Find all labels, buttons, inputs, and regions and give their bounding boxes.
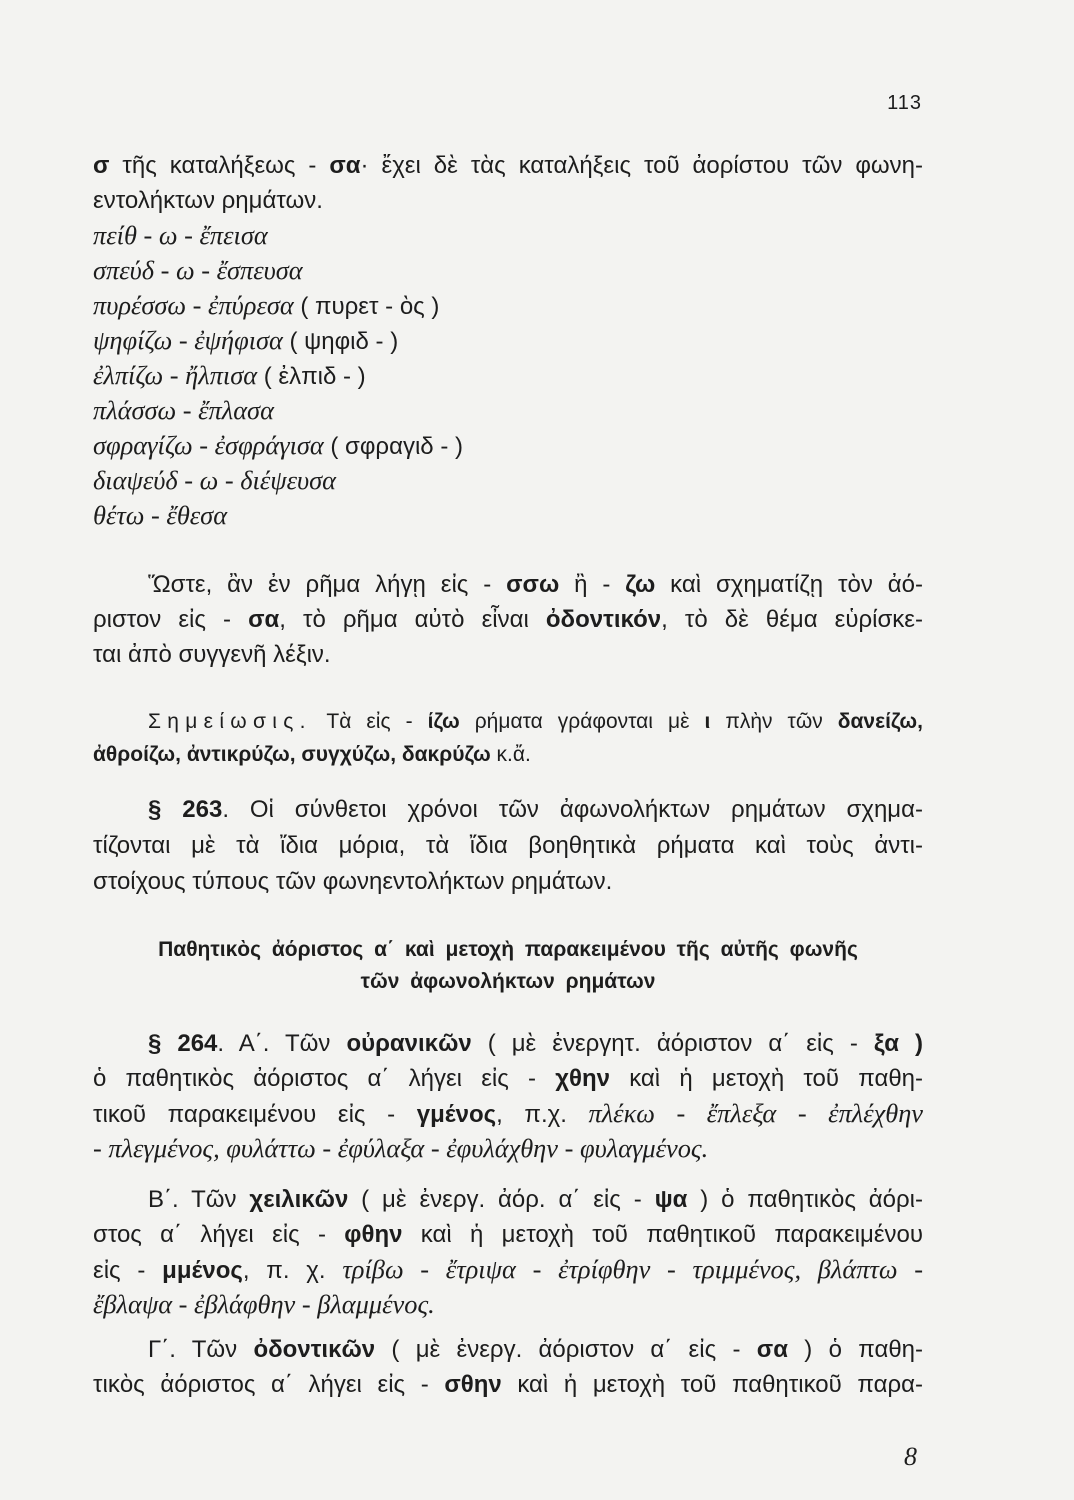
- text-line: [93, 498, 923, 533]
- text-run: Ὥστε, ἂν ἐν ρῆμα λήγῃ εἰς -: [148, 571, 507, 598]
- bold-term: χειλικῶν: [249, 1186, 349, 1213]
- text-run: κ.ἄ.: [490, 743, 531, 766]
- bold-term: § 264: [148, 1030, 218, 1057]
- bold-term: ὀδοντικῶν: [253, 1336, 376, 1363]
- text-run: Γ΄. Τῶν: [148, 1336, 254, 1363]
- text-line: [93, 148, 923, 183]
- text-line: [93, 463, 923, 498]
- section-264-c-paragraph: [93, 1332, 923, 1402]
- text-line: [93, 1131, 923, 1166]
- text-run: , π. χ.: [242, 1257, 343, 1284]
- text-line: [93, 1061, 923, 1096]
- text-run: ὁ παθητικὸς ἀόριστος α΄ λήγει εἰς -: [93, 1065, 556, 1092]
- section-heading: [93, 934, 923, 998]
- text-run: ) ὁ παθη-: [787, 1336, 923, 1363]
- italic-example: θέτω - ἔθεσα: [93, 500, 228, 530]
- spaced-label: Σημείωσις.: [148, 710, 312, 733]
- text-run: πλὴν τῶν: [710, 710, 838, 733]
- bold-term: τῶν ἀφωνολήκτων ρημάτων: [360, 970, 656, 993]
- text-run: τίζονται μὲ τὰ ἴδια μόρια, τὰ ἴδια βοηθητικὰ ρήματα καὶ τοὺς ἀντι-: [93, 832, 923, 859]
- text-run: ( μὲ ἐνεργητ. ἀόριστον α΄ εἰς -: [471, 1030, 874, 1057]
- text-run: ρήματα γράφονται μὲ: [459, 710, 705, 733]
- text-run: τικοῦ παρακειμένου εἰς -: [93, 1101, 417, 1128]
- italic-example: πείθ - ω - ἔπεισα: [93, 220, 268, 250]
- bold-term: σα: [248, 606, 280, 633]
- text-run: , τὸ δὲ θέμα εὑρίσκε-: [661, 606, 923, 633]
- bold-term: ζω: [625, 571, 656, 598]
- text-line: [93, 428, 923, 463]
- bold-term: σα: [756, 1336, 788, 1363]
- text-line: [93, 864, 923, 900]
- text-line: [93, 1026, 923, 1061]
- text-run: εντολήκτων ρημάτων.: [93, 187, 323, 214]
- text-run: ριστον εἰς -: [93, 606, 249, 633]
- text-line: [93, 705, 923, 738]
- page-number: 113: [887, 92, 922, 114]
- text-line: [93, 1096, 923, 1131]
- italic-example: διαψεύδ - ω - διέψευσα: [93, 465, 336, 495]
- bold-term: ψα: [654, 1186, 688, 1213]
- section-264-a-paragraph: [93, 1026, 923, 1166]
- text-line: [93, 934, 923, 966]
- text-line: [93, 828, 923, 864]
- text-line: [93, 393, 923, 428]
- bold-term: ξα ): [873, 1030, 923, 1057]
- text-line: [93, 253, 923, 288]
- text-run: καὶ ἡ μετοχὴ τοῦ παθητικοῦ παρακειμένου: [402, 1221, 923, 1248]
- text-line: [93, 323, 923, 358]
- text-run: ἢ -: [559, 571, 626, 598]
- italic-example: - πλεγμένος, φυλάττω - ἐφύλαξα - ἐφυλάχθην - φυλαγμένος.: [93, 1133, 709, 1163]
- note-paragraph: [93, 705, 923, 771]
- section-264-b-paragraph: [93, 1182, 923, 1322]
- text-run: . Οἱ σύνθετοι χρόνοι τῶν ἀφωνολήκτων ρημάτων σχημα-: [222, 796, 923, 823]
- text-run: καὶ ἡ μετοχὴ τοῦ παθητικοῦ παρα-: [501, 1371, 923, 1398]
- text-run: ( πυρετ - ὸς ): [300, 293, 440, 320]
- text-run: στοίχους τύπους τῶν φωνηεντολήκτων ρημάτων.: [93, 868, 613, 895]
- text-line: [93, 1252, 923, 1287]
- text-run: τικὸς ἀόριστος α΄ λήγει εἰς -: [93, 1371, 445, 1398]
- text-run: . Α΄. Τῶν: [217, 1030, 347, 1057]
- text-line: [93, 358, 923, 393]
- text-run: ται ἀπὸ συγγενῆ λέξιν.: [93, 641, 331, 668]
- text-line: [93, 602, 923, 637]
- text-run: καὶ σχηματίζῃ τὸν ἀό-: [655, 571, 923, 598]
- italic-example: πλάσσω - ἔπλασα: [93, 395, 274, 425]
- text-line: [93, 738, 923, 771]
- bold-term: γμένος: [416, 1101, 497, 1128]
- intro-paragraph-end: [93, 148, 923, 218]
- text-line: [93, 1367, 923, 1402]
- bold-term: ὀδοντικόν: [545, 606, 662, 633]
- text-run: ( ψηφιδ - ): [289, 328, 399, 355]
- text-run: στος α΄ λήγει εἰς -: [93, 1221, 345, 1248]
- italic-example: ἐλπίζω - ἤλπισα: [93, 360, 264, 390]
- text-run: , τὸ ρῆμα αὐτὸ εἶναι: [279, 606, 546, 633]
- bold-term: ι: [704, 710, 711, 733]
- text-run: · ἔχει δὲ τὰς καταλήξεις τοῦ ἀορίστου τῶν φωνη-: [360, 152, 923, 179]
- text-line: [93, 1217, 923, 1252]
- text-run: Τὰ εἰς -: [311, 710, 428, 733]
- bold-term: ἀθροίζω, ἀντικρύζω, συγχύζω, δακρύζω: [93, 743, 491, 766]
- italic-example: πλέκω - ἔπλεξα - ἐπλέχθην: [588, 1098, 923, 1128]
- conclusion-paragraph: [93, 567, 923, 672]
- bold-term: δανείζω,: [837, 710, 923, 733]
- text-run: ( ἐλπιδ - ): [263, 363, 366, 390]
- bold-term: § 263: [148, 796, 223, 823]
- text-run: , π.χ.: [496, 1101, 589, 1128]
- bold-term: Παθητικὸς ἀόριστος α΄ καὶ μετοχὴ παρακειμένου τῆς αὐτῆς φωνῆς: [158, 938, 858, 961]
- bold-term: σθην: [444, 1371, 502, 1398]
- text-line: [93, 1182, 923, 1217]
- italic-example: τρίβω - ἔτριψα - ἐτρίφθην - τριμμένος, βλάπτω -: [342, 1254, 923, 1284]
- bold-term: μμένος: [162, 1257, 243, 1284]
- bold-term: σ: [93, 152, 110, 179]
- bold-term: σσω: [506, 571, 560, 598]
- bold-term: χθην: [555, 1065, 611, 1092]
- italic-example: ἔβλαψα - ἐβλάφθην - βλαμμένος.: [93, 1289, 435, 1319]
- bold-term: σα: [329, 152, 361, 179]
- verb-example-list: [93, 218, 923, 533]
- text-line: [93, 966, 923, 998]
- italic-example: πυρέσσω - ἐπύρεσα: [93, 290, 301, 320]
- text-line: [93, 792, 923, 828]
- text-line: [93, 218, 923, 253]
- bold-term: φθην: [344, 1221, 403, 1248]
- text-line: [93, 183, 923, 218]
- text-line: [93, 1287, 923, 1322]
- signature-mark: 8: [904, 1442, 917, 1471]
- text-run: τῆς καταλήξεως -: [109, 152, 330, 179]
- text-run: ( σφραγιδ - ): [330, 433, 463, 460]
- text-run: ( μὲ ἐνεργ. ἀόριστον α΄ εἰς -: [375, 1336, 757, 1363]
- italic-example: σπεύδ - ω - ἔσπευσα: [93, 255, 303, 285]
- italic-example: ψηφίζω - ἐψήφισα: [93, 325, 290, 355]
- text-line: [93, 637, 923, 672]
- bold-term: οὐρανικῶν: [346, 1030, 472, 1057]
- italic-example: σφραγίζω - ἐσφράγισα: [93, 430, 331, 460]
- text-run: καὶ ἡ μετοχὴ τοῦ παθη-: [610, 1065, 923, 1092]
- text-line: [93, 288, 923, 323]
- section-263-paragraph: [93, 792, 923, 900]
- text-run: εἰς -: [93, 1257, 163, 1284]
- text-line: [93, 1332, 923, 1367]
- text-run: Β΄. Τῶν: [148, 1186, 250, 1213]
- bold-term: ίζω: [427, 710, 460, 733]
- text-line: [93, 567, 923, 602]
- text-run: ) ὁ παθητικὸς ἀόρι-: [687, 1186, 923, 1213]
- text-run: ( μὲ ἐνεργ. ἀόρ. α΄ εἰς -: [348, 1186, 655, 1213]
